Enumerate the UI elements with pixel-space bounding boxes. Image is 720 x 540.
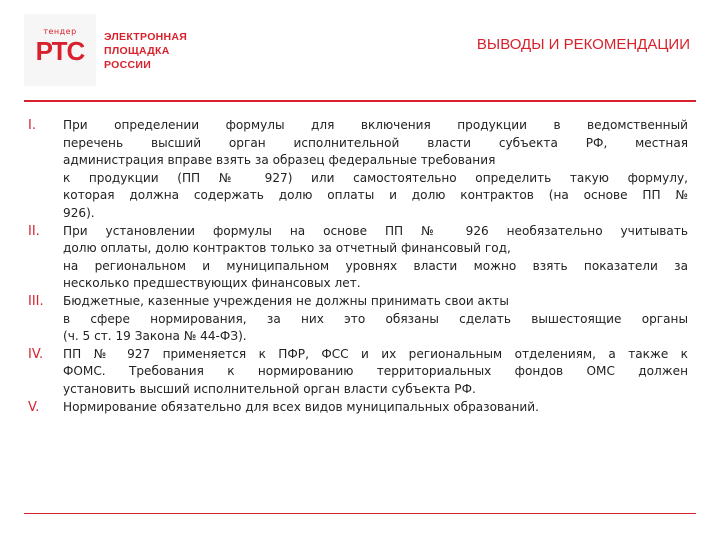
item-text-line: Нормирование обязательно для всех видов муниципальных образований. (63, 399, 539, 414)
item-number: III. (28, 293, 44, 309)
logo-mark: РТС (35, 36, 85, 66)
item-text-line: несколько предшествующих финансовых лет. (63, 276, 361, 291)
item-text-line: При определении формулы для включения продукции в ведомственный (63, 118, 688, 132)
list-item (28, 117, 688, 223)
item-text-line: на региональном и муниципальном уровнях власти можно взять показатели за (63, 258, 688, 273)
bottom-divider (24, 513, 696, 514)
item-text-line: ПП № 927 применяется к ПФР, ФСС и их региональным отделениям, а также к (63, 346, 688, 361)
item-text-line: При установлении формулы на основе ПП № 926 необязательно учитывать (63, 223, 688, 238)
item-number: I. (28, 118, 36, 133)
item-text-line: долю оплаты, долю контрактов только за отчетный финансовый год, (63, 241, 511, 256)
item-text-line: 926). (63, 205, 95, 220)
item-text-line: перечень высший орган исполнительной власти субъекта РФ, местная (63, 135, 688, 150)
item-text-line: в сфере нормирования, за них это обязаны сделать вышестоящие органы (63, 311, 688, 326)
item-text-line: ФОМС. Требования к нормированию территориальных фондов ОМС должен (63, 364, 688, 379)
item-number: II. (28, 223, 40, 239)
item-text-line: (ч. 5 ст. 19 Закона № 44-ФЗ). (63, 329, 247, 344)
item-text-line: администрация вправе взять за образец федеральные требования (63, 153, 496, 168)
platform-name-line: ЭЛЕКТРОННАЯ (104, 31, 188, 43)
item-text-line: Бюджетные, казенные учреждения не должны принимать свои акты (63, 293, 509, 308)
item-text-line: которая должна содержать долю оплаты и долю контрактов (на основе ПП № (63, 188, 688, 203)
top-divider (24, 100, 696, 102)
list-item (28, 223, 688, 293)
rts-logo (24, 14, 96, 86)
item-text-line: к продукции (ПП № 927) или самостоятельно определить такую формулу, (63, 170, 688, 185)
platform-name-line: ПЛОЩАДКА (104, 45, 170, 57)
item-number: V. (28, 399, 40, 415)
list-item (28, 346, 688, 399)
slide-title: ВЫВОДЫ И РЕКОМЕНДАЦИИ (476, 36, 690, 53)
platform-name (104, 30, 187, 72)
list-item (28, 293, 688, 346)
item-number: IV. (28, 346, 44, 362)
list-item (28, 399, 688, 417)
conclusions-list (28, 117, 688, 416)
platform-name-line: РОССИИ (104, 59, 152, 71)
logo-tender-text: тендер (43, 27, 77, 36)
item-text-line: установить высший исполнительной орган власти субъекта РФ. (63, 381, 476, 396)
